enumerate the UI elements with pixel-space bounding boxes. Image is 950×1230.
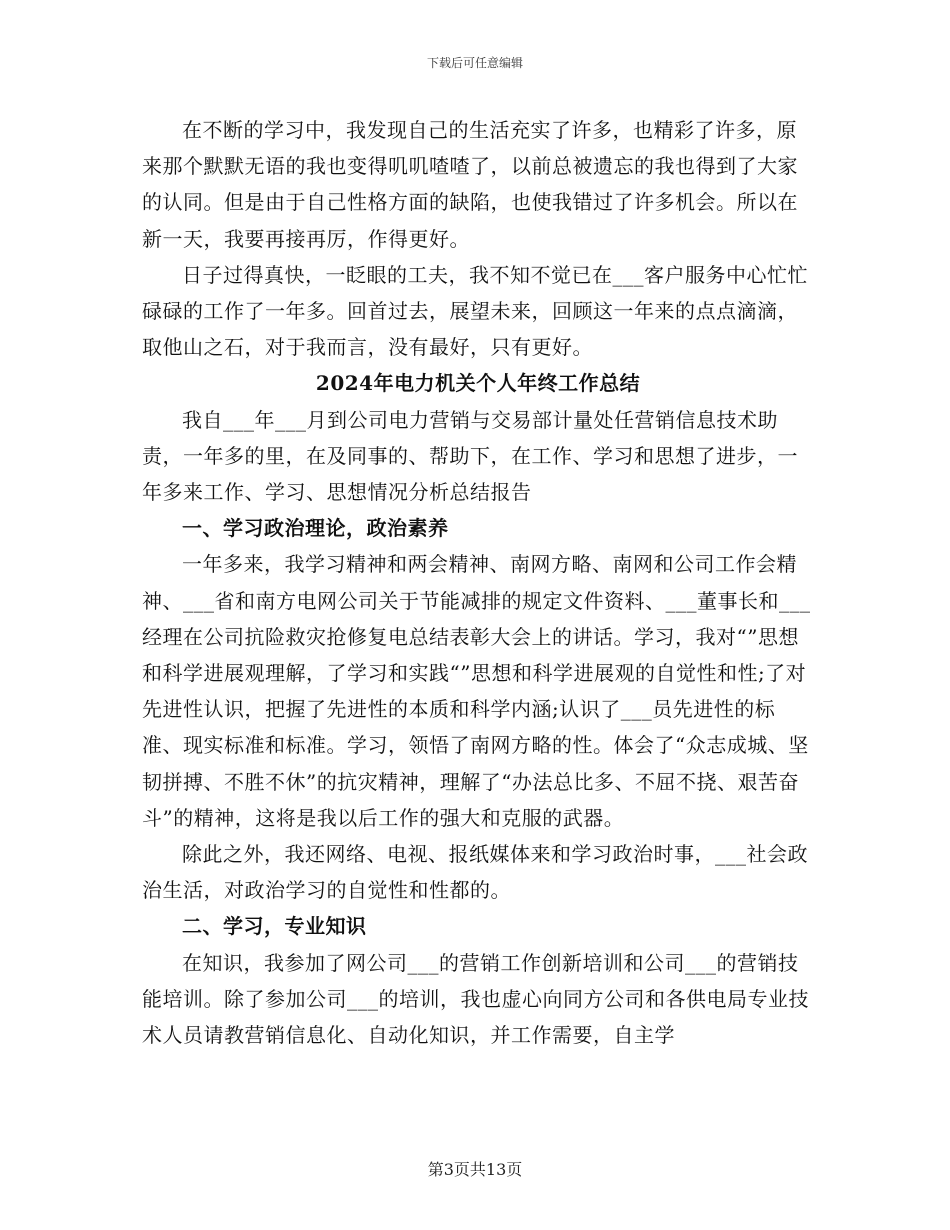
paragraph: 一年多来，我学习精神和两会精神、南网方略、南网和公司工作会精神、___省和南方电网公司关于节能减排的规定文件资料、___董事长和___经理在公司抗险救灾抢修复电总结表彰大会上的讲话。学习，我对“”思想和科学进展观理解，了学习和实践“”思想和科学进展观的自觉性和性;了对先进性认识，把握了先进性的本质和科学内涵;认识了___员先进性的标准、现实标准和标准。学习，领悟了南网方略的性。体会了“众志成城、坚韧拼搏、不胜不休”的抗灾精神，理解了“办法总比多、不屈不挠、艰苦奋斗”的精神，这将是我以后工作的强大和克服的武器。	[142, 552, 811, 830]
paragraph: 我自___年___月到公司电力营销与交易部计量处任营销信息技术助责，一年多的里，在及同事的、帮助下，在工作、学习和思想了进步，一年多来工作、学习、思想情况分析总结报告	[142, 407, 798, 505]
document-body	[142, 112, 814, 1053]
paragraph: 在不断的学习中，我发现自己的生活充实了许多，也精彩了许多，原来那个默默无语的我也变得叽叽喳喳了，以前总被遗忘的我也得到了大家的认同。但是由于自己性格方面的缺陷，也使我错过了许多机会。所以在新一天，我要再接再厉，作得更好。	[142, 118, 798, 251]
section-heading: 一、学习政治理论，政治素养	[182, 516, 449, 541]
paragraph: 除此之外，我还网络、电视、报纸媒体来和学习政治时事，___社会政治生活，对政治学习的自觉性和性都的。	[142, 842, 808, 903]
paragraph: 日子过得真快，一眨眼的工夫，我不知不觉已在___客户服务中心忙忙碌碌的工作了一年多。回首过去，展望未来，回顾这一年来的点点滴滴，取他山之石，对于我而言，没有最好，只有更好。	[142, 262, 808, 360]
page-number: 第3页共13页	[427, 1160, 523, 1179]
paragraph: 在知识，我参加了网公司___的营销工作创新培训和公司___的营销技能培训。除了参加公司___的培训，我也虚心向同方公司和各供电局专业技术人员请教营销信息化、自动化知识，并工作需要，自主学	[142, 950, 809, 1048]
document-title: 2024年电力机关个人年终工作总结	[315, 371, 641, 396]
section-heading: 二、学习，专业知识	[182, 914, 367, 939]
page-header: 下载后可任意编辑	[426, 56, 523, 70]
